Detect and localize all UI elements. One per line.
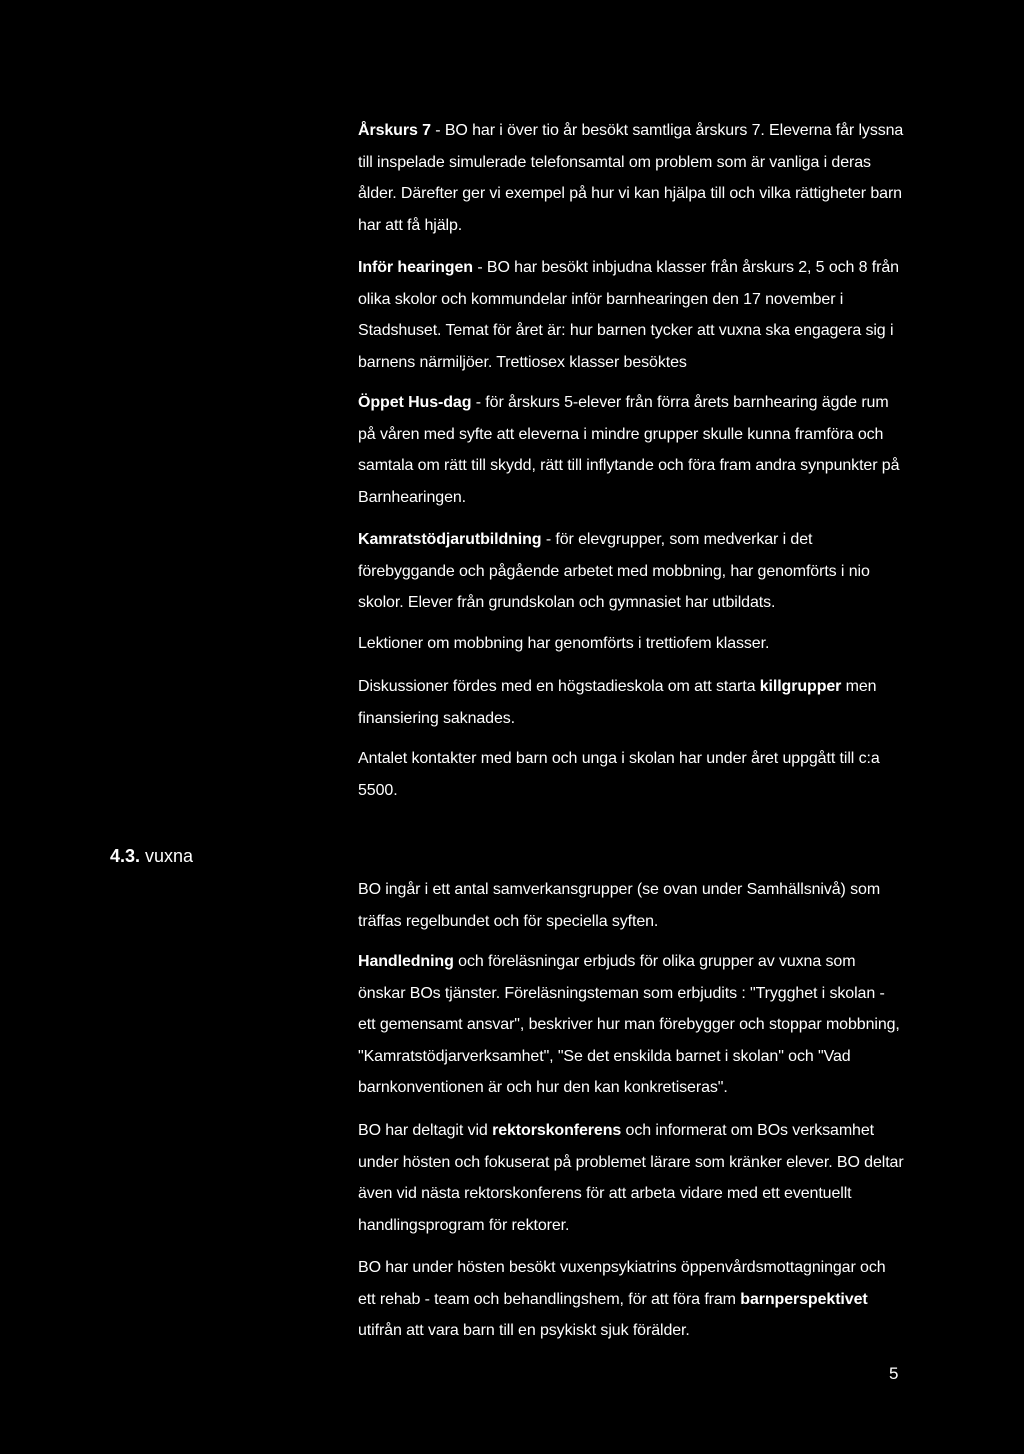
text-psykiatri-before: BO har under hösten besökt vuxenpsykiatrins öppenvårdsmottagningar och ett rehab - team och behandlingshem, för att föra fram <box>358 1259 886 1308</box>
text-oppet-hus: - för årskurs 5-elever från förra årets barnhearing ägde rum på våren med syfte att eleverna i mindre grupper skulle kunna framföra och samtala om rätt till skydd, rätt till inflytande och föra fram andra synpunkter på Barnhearingen. <box>358 394 900 506</box>
text-samverkansgrupper: BO ingår i ett antal samverkansgrupper (se ovan under Samhällsnivå) som träffas regelbundet och för speciella syften. <box>358 881 881 930</box>
text-diskussioner-before: Diskussioner fördes med en högstadieskola om att starta <box>358 678 760 695</box>
lead-kamratstodjarutbildning: Kamratstödjarutbildning <box>358 531 542 548</box>
section-heading-vuxna <box>110 842 193 870</box>
lead-handledning: Handledning <box>358 953 454 970</box>
page-number: 5 <box>889 1364 899 1383</box>
paragraph-rektorskonferens <box>358 1115 906 1241</box>
text-barnperspektivet: barnperspektivet <box>740 1290 868 1308</box>
paragraph-samverkansgrupper <box>358 874 906 937</box>
text-antalet-kontakter: Antalet kontakter med barn och unga i skolan har under året uppgått till c:a 5500. <box>358 750 880 799</box>
text-psykiatri-after: utifrån att vara barn till en psykiskt sjuk förälder. <box>358 1322 690 1339</box>
lead-arskurs-7: Årskurs 7 <box>358 122 431 139</box>
text-rektor-after: och informerat om BOs verksamhet under hösten och fokuserat på problemet lärare som kränker elever. BO deltar även vid nästa rektorskonferens för att arbeta vidare med ett eventuellt handlingsprogram för rektorer. <box>358 1122 904 1234</box>
paragraph-vuxenpsykiatri <box>358 1252 906 1347</box>
text-infor-hearingen: - BO har besökt inbjudna klasser från årskurs 2, 5 och 8 från olika skolor och kommundelar inför barnhearingen den 17 november i Stadshuset. Temat för året är: hur barnen tycker att vuxna ska engagera sig i barnens närmiljöer. Trettiosex klasser besöktes <box>358 259 899 371</box>
paragraph-oppet-hus <box>358 387 906 513</box>
paragraph-arskurs-7 <box>358 115 906 241</box>
text-handledning: och föreläsningar erbjuds för olika grupper av vuxna som önskar BOs tjänster. Föreläsningsteman som erbjudits : "Trygghet i skolan - ett gemensamt ansvar", beskriver hur man förebygger och stoppar mobbning, "Kamratstödjarverksamhet", "Se det enskilda barnet i skolan" och "Vad barnkonventionen är och hur den kan konkretiseras". <box>358 953 900 1096</box>
text-rektorskonferens: rektorskonferens <box>492 1122 622 1139</box>
lead-infor-hearingen: Inför hearingen <box>358 259 473 276</box>
text-lektioner: Lektioner om mobbning har genomförts i trettiofem klasser. <box>358 635 770 652</box>
paragraph-infor-hearingen <box>358 252 906 378</box>
text-killgrupper: killgrupper <box>759 678 842 695</box>
section-title: vuxna <box>140 846 194 866</box>
lead-oppet-hus: Öppet Hus-dag <box>358 394 472 411</box>
text-diskussioner-after: men finansiering saknades. <box>358 678 877 727</box>
section-number: 4.3. <box>110 846 141 866</box>
text-rektor-before: BO har deltagit vid <box>358 1122 493 1139</box>
paragraph-kamratstodjarutbildning <box>358 524 906 619</box>
paragraph-handledning <box>358 946 906 1104</box>
paragraph-lektioner <box>358 628 906 660</box>
paragraph-antalet-kontakter <box>358 743 906 806</box>
paragraph-diskussioner <box>358 671 906 734</box>
text-kamratstodjarutbildning: - för elevgrupper, som medverkar i det förebyggande och pågående arbetet med mobbning, har genomförts i nio skolor. Elever från grundskolan och gymnasiet har utbildats. <box>358 531 870 611</box>
text-arskurs-7: - BO har i över tio år besökt samtliga årskurs 7. Eleverna får lyssna till inspelade simulerade telefonsamtal om problem som är vanliga i deras ålder. Därefter ger vi exempel på hur vi kan hjälpa till och vilka rättigheter barn har att få hjälp. <box>358 122 904 234</box>
